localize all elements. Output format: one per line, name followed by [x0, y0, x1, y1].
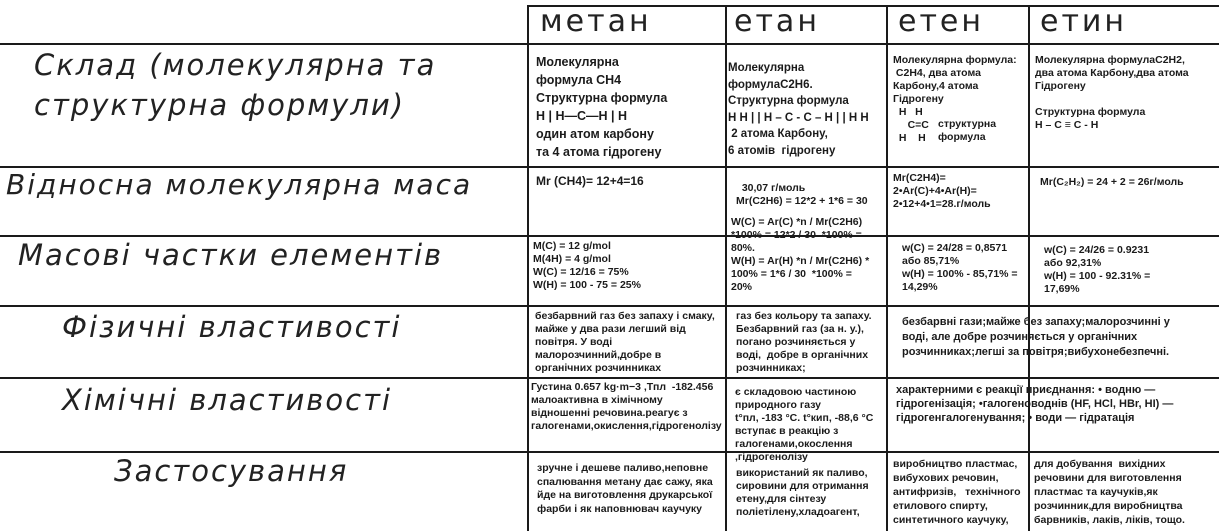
- cell-text-line: w(H) = 100% - 85,71% =: [902, 268, 1018, 280]
- cell-text-line: воді, добре в органічних: [736, 349, 869, 361]
- cell-text-line: повітря. У воді: [535, 336, 613, 348]
- cell-text-line: Гідрогену: [893, 93, 944, 105]
- cell-text-line: розчинниках;: [736, 362, 806, 374]
- cell-text-line: фарби і як наповнювач каучуку: [537, 502, 703, 515]
- cell-text-line: один атом карбону: [536, 127, 654, 141]
- cell-text-line: природного газу: [735, 399, 822, 411]
- cell-text-line: два атома Карбону,два атома: [1035, 67, 1189, 79]
- cell-text-line: w(C) = 24/26 = 0.9231: [1044, 244, 1150, 256]
- row-label-usage: Застосування: [114, 454, 349, 488]
- cell-text-line: Густина 0.657 kg·m−3 ,Тпл -182.456: [531, 381, 714, 393]
- cell-text-line: 2•12+4•1=28.г/моль: [893, 198, 991, 210]
- cell-text-line: [1035, 93, 1219, 106]
- cell-text-line: 14,29%: [902, 281, 938, 293]
- cell-chemical-ethane: [735, 386, 886, 464]
- cell-text-line: для добування вихідних: [1034, 458, 1166, 470]
- cell-text-line: сировини для отримання: [736, 480, 869, 492]
- cell-text-line: структурна: [938, 118, 997, 130]
- row-label-mass-fractions: Масові частки елементів: [18, 238, 444, 272]
- cell-text-line: ,гідрогенолізу: [735, 451, 808, 463]
- cell-text-line: пластмас та каучуків,як: [1034, 486, 1158, 498]
- cell-text-line: M(4H) = 4 g/mol: [533, 253, 611, 265]
- cell-composition-ethene: [893, 54, 1027, 164]
- cell-text-line: Молекулярна: [728, 62, 805, 74]
- cell-text-line: M(C) = 12 g/mol: [533, 240, 611, 252]
- cell-mass-fractions-ethane: [731, 216, 886, 304]
- cell-mass-fractions-ethene: [902, 242, 1028, 304]
- cell-molar-mass-methane: [536, 172, 722, 212]
- cell-text-line: 2•Ar(C)+4•Ar(H)=: [893, 185, 977, 197]
- cell-text-line: Безбарвний газ (за н. у.),: [736, 323, 864, 335]
- cell-text-line: Mr(C2H6) = 12*2 + 1*6 = 30: [736, 195, 868, 207]
- cell-text-line: формула CH4: [536, 73, 622, 87]
- column-divider: [886, 5, 888, 531]
- cell-text-line: W(H) = Ar(H) *n / Mr(C2H6) *: [731, 255, 870, 267]
- cell-text-line: Молекулярна формулаC2H2,: [1035, 54, 1185, 66]
- cell-text-line: Mr (CH4)= 12+4=16: [536, 174, 644, 188]
- cell-text-line: погано розчиняється у: [736, 336, 856, 348]
- cell-physical-methane: [535, 310, 725, 376]
- cell-text-line: галогенами,окислення,гідрогенолізу: [531, 420, 722, 432]
- cell-text-line: відношенні речовина.реагує з: [531, 407, 688, 419]
- cell-text-line: 80%.: [731, 242, 755, 254]
- row-divider: [0, 451, 1219, 453]
- cell-mass-fractions-ethyne: [1044, 244, 1218, 304]
- cell-text-line: використаний як паливо,: [736, 467, 868, 479]
- cell-text-line: w(C) = 24/28 = 0,8571: [902, 242, 1008, 254]
- cell-text-line: або 85,71%: [902, 255, 960, 267]
- cell-text-line: газ без кольору та запаху.: [736, 310, 872, 322]
- cell-text-line: барвників, лаків, ліків, тощо.: [1034, 514, 1185, 526]
- cell-text-line: w(H) = 100 - 92.31% =: [1044, 270, 1151, 282]
- cell-text-line: етилового спирту,: [893, 500, 988, 512]
- cell-molar-mass-ethane: [736, 182, 886, 216]
- cell-text-line: Молекулярна: [536, 55, 619, 69]
- cell-text-line: 6 атомів гідрогену: [728, 144, 836, 157]
- cell-text-line: етену,для сінтезу: [736, 493, 827, 505]
- cell-text-line: Структурна формула: [728, 95, 849, 107]
- cell-text-line: 2 атома Карбону,: [728, 128, 828, 140]
- cell-text-line: Mr(C2H4)=: [893, 172, 946, 184]
- cell-text-line: t°пл, -183 °C. t°кип, -88,6 °C: [735, 412, 874, 424]
- cell-text-line: формула: [938, 131, 986, 143]
- cell-usage-methane: [537, 462, 725, 528]
- column-divider: [527, 5, 529, 531]
- cell-composition-ethane: [728, 60, 886, 166]
- row-divider: [0, 43, 1219, 45]
- cell-text-line: характерними є реакції приєднання: • водню —: [896, 384, 1156, 396]
- cell-text-line: H H | | H – C - C – H | | H H: [728, 111, 869, 124]
- cell-text-line: C2H4, два атома: [893, 67, 981, 79]
- cell-usage-ethane: [736, 467, 886, 529]
- cell-mass-fractions-methane: [533, 240, 723, 304]
- cell-text-line: або 92,31%: [1044, 257, 1102, 269]
- cell-text-line: H – C ≡ C - H: [1035, 119, 1099, 131]
- row-divider: [0, 377, 1219, 379]
- cell-text-line: малоактивна в хімічному: [531, 394, 663, 406]
- column-header-ethane: етан: [734, 4, 820, 39]
- cell-text-line: Гідрогену: [1035, 80, 1086, 92]
- cell-text-line: спалювання метану дає сажу, яка: [537, 475, 713, 488]
- cell-text-line: Структурна формула: [1035, 106, 1146, 118]
- cell-text-line: формулаC2H6.: [728, 78, 813, 91]
- row-label-molar-mass: Відносна молекулярна маса: [6, 168, 473, 201]
- cell-text-line: безбарвні гази;майже без запаху;малорозчинні у: [902, 316, 1170, 328]
- cell-text-line: 17,69%: [1044, 283, 1080, 295]
- cell-physical-ethane: [736, 310, 886, 376]
- column-header-ethene: етен: [898, 4, 985, 39]
- cell-text-line: C=C: [893, 119, 929, 131]
- cell-text-line: та 4 атома гідрогену: [536, 145, 662, 159]
- cell-usage-ethene: [893, 457, 1028, 531]
- cell-chemical-ethene-ethyne: [896, 383, 1218, 443]
- column-header-methane: метан: [540, 4, 652, 39]
- row-label-composition-line2: структурна формули): [34, 88, 406, 122]
- cell-text-line: 20%: [731, 281, 753, 293]
- row-label-physical: Фізичні властивості: [62, 310, 402, 344]
- cell-text-line: є складовою частиною: [735, 386, 857, 398]
- cell-text-line: виробництво пластмас,: [893, 458, 1018, 470]
- cell-text-line: гідрогенізація; •галогеноводнів (HF, HCl, HBr, HI) —: [896, 398, 1174, 410]
- cell-text-line: W(C) = 12/16 = 75%: [533, 266, 629, 278]
- cell-text-line: Структурна формула: [536, 91, 668, 105]
- cell-composition-ethyne: [1035, 54, 1219, 164]
- cell-text-line: галогенами,окослення: [735, 438, 853, 450]
- cell-text-line: H | H—C—H | H: [536, 109, 628, 123]
- cell-text-line: розчинник,для виробництва: [1034, 500, 1183, 512]
- row-divider: [0, 235, 1219, 237]
- cell-text-line: вступає в реакцію з: [735, 425, 839, 437]
- cell-text-line: W(H) = 100 - 75 = 25%: [533, 279, 641, 291]
- column-divider: [1028, 5, 1030, 531]
- column-divider: [725, 5, 727, 531]
- row-label-chemical: Хімічні властивості: [62, 383, 393, 417]
- cell-text-line: 30,07 г/моль: [736, 182, 806, 194]
- cell-text-line: воді, але добре розчиняється у органічних: [902, 331, 1138, 343]
- cell-text-line: H H: [893, 132, 926, 144]
- cell-text-line: поліетілену,хладоагент,: [736, 506, 860, 518]
- cell-molar-mass-ethyne: [1040, 176, 1218, 196]
- cell-physical-ethene-ethyne: [902, 315, 1218, 375]
- cell-text-line: синтетичного каучуку,: [893, 514, 1009, 526]
- cell-usage-ethyne: [1034, 457, 1218, 531]
- cell-text-line: майже у два рази легший від: [535, 323, 686, 335]
- cell-text-line: вибухових речовин,: [893, 472, 999, 484]
- cell-text-line: Молекулярна формула:: [893, 54, 1017, 66]
- cell-composition-ethene-structure-label: [938, 118, 1008, 146]
- cell-text-line: *100% = 12*2 / 30 *100% =: [731, 229, 862, 241]
- cell-text-line: гідрогенгалогенування; • води — гідратація: [896, 412, 1135, 424]
- cell-composition-methane: [536, 53, 722, 165]
- column-header-ethyne: етин: [1040, 4, 1128, 39]
- cell-text-line: Карбону,4 атома: [893, 80, 979, 92]
- cell-text-line: H H: [893, 106, 923, 118]
- cell-text-line: антифризів, технічного: [893, 486, 1021, 498]
- cell-text-line: зручне і дешеве паливо,неповне: [537, 462, 709, 474]
- cell-text-line: 100% = 1*6 / 30 *100% =: [731, 268, 852, 280]
- row-divider: [0, 305, 1219, 307]
- row-label-composition-line1: Склад (молекулярна та: [34, 48, 437, 82]
- cell-molar-mass-ethene: [893, 172, 1027, 232]
- cell-text-line: W(C) = Ar(C) *n / Mr(C2H6): [731, 216, 863, 228]
- cell-text-line: Mr(C₂H₂) = 24 + 2 = 26г/моль: [1040, 176, 1184, 188]
- cell-text-line: розчинниках;легші за повітря;вибухонебезпечні.: [902, 346, 1170, 358]
- cell-text-line: органічних розчинниках: [535, 362, 662, 374]
- cell-chemical-methane: [531, 381, 725, 451]
- cell-text-line: малорозчинний,добре в: [535, 349, 662, 361]
- cell-text-line: безбарвний газ без запаху і смаку,: [535, 310, 715, 322]
- cell-text-line: йде на виготовлення друкарської: [537, 489, 713, 501]
- cell-text-line: речовини для виготовлення: [1034, 472, 1182, 484]
